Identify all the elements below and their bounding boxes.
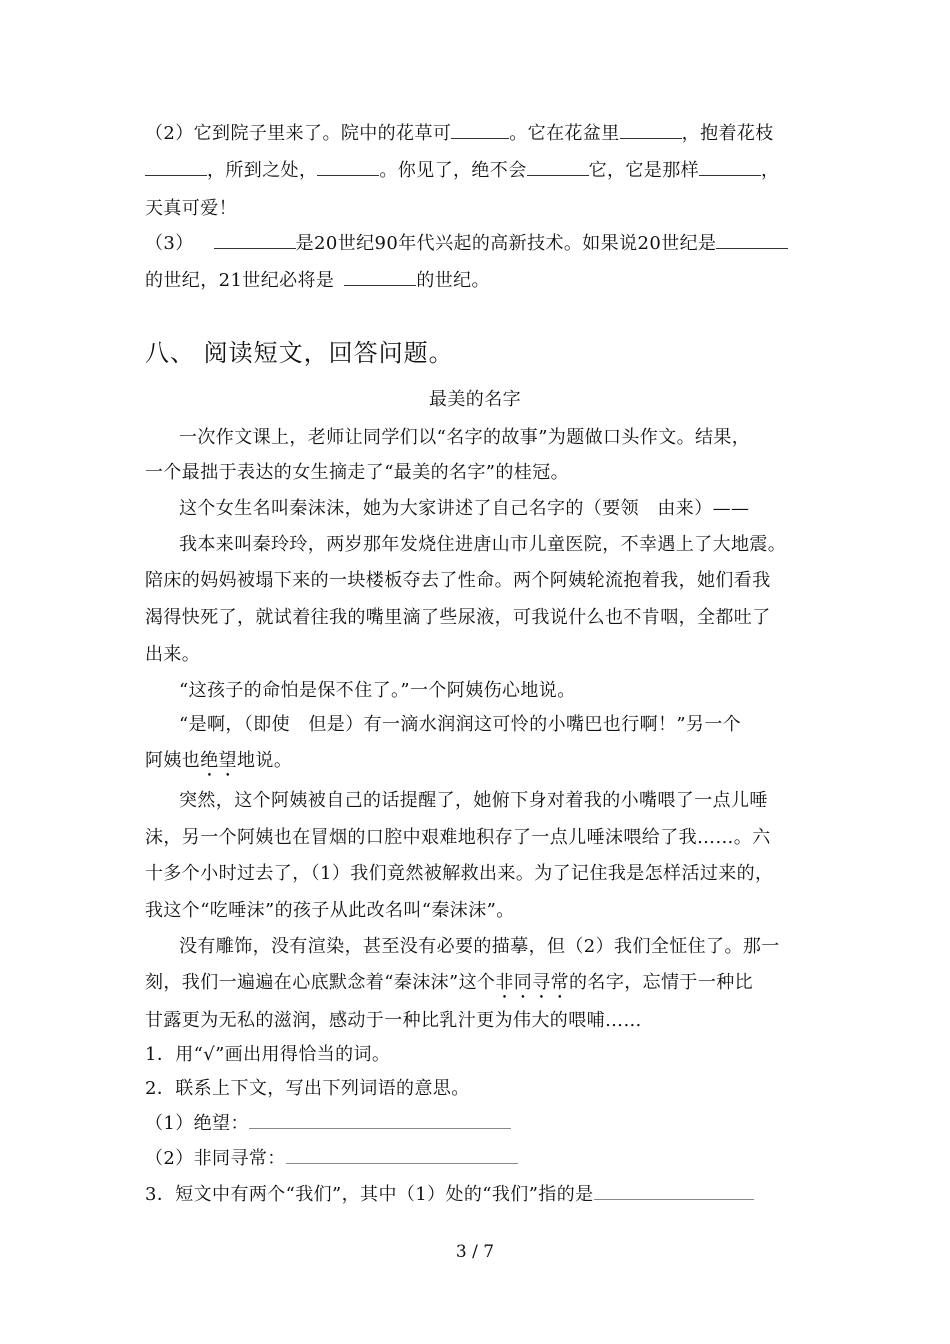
question-1: 1．用“√”画出用得恰当的词。: [145, 1044, 391, 1065]
passage-line: 一次作文课上，老师让同学们以“名字的故事”为题做口头作文。结果，: [179, 427, 751, 448]
fill-q2-line1: （2）它到院子里来了。院中的花草可 。它在花盆里 ，抱着花枝: [145, 123, 774, 144]
fill-q3-line1: （3） 是20世纪90年代兴起的高新技术。如果说20世纪是: [145, 232, 788, 256]
fill-q2-line2: ，所到之处， 。你见了，绝不会 它，它是那样 ，: [145, 159, 779, 183]
answer-blank[interactable]: [716, 232, 788, 249]
passage-line: 渴得快死了，就试着往我的嘴里滴了些尿液，可我说什么也不肯咽，全都吐了: [145, 607, 771, 628]
passage-line: 阿姨也绝望地说。: [145, 750, 293, 771]
passage-line: 我本来叫秦玲玲，两岁那年发烧住进唐山市儿童医院，不幸遇上了大地震。: [179, 534, 787, 555]
passage-line: 没有雕饰，没有渲染，甚至没有必要的描摹，但（2）我们全怔住了。那一: [179, 936, 780, 957]
passage-line: 十多个小时过去了，（1）我们竟然被解救出来。为了记住我是怎样活过来的，: [145, 863, 774, 884]
dotted-word: 绝望: [200, 750, 238, 771]
fill-q3-line2: 的世纪，21世纪必将是 的世纪。: [145, 270, 490, 291]
answer-blank[interactable]: [317, 159, 379, 176]
passage-line: 突然，这个阿姨被自己的话提醒了，她俯下身对着我的小嘴喂了一点儿唾: [179, 790, 768, 811]
passage-line: 陪床的妈妈被塌下来的一块楼板夺去了性命。两个阿姨轮流抱着我，她们看我: [145, 570, 771, 591]
answer-blank[interactable]: [620, 122, 682, 139]
section-heading: 八、 阅读短文，回答问题。: [145, 339, 454, 367]
passage-line: 刻，我们一遍遍在心底默念着“秦沫沫”这个非同寻常的名字，忘情于一种比: [145, 972, 754, 993]
passage-line: “这孩子的命怕是保不住了。”一个阿姨伤心地说。: [179, 680, 576, 701]
question-2-2: （2）非同寻常：: [145, 1147, 518, 1171]
passage-line: 这个女生名叫秦沫沫，她为大家讲述了自己名字的（要领 由来）——: [179, 498, 750, 519]
answer-blank[interactable]: [214, 232, 296, 249]
answer-blank[interactable]: [344, 269, 416, 286]
passage-line: 出来。: [145, 644, 201, 665]
answer-blank[interactable]: [451, 122, 509, 139]
answer-line[interactable]: [249, 1114, 511, 1129]
passage-line: 甘露更为无私的滋润，感动于一种比乳汁更为伟大的喂哺……: [145, 1010, 642, 1031]
question-2-1: （1）绝望：: [145, 1112, 511, 1136]
answer-line[interactable]: [594, 1185, 754, 1200]
question-3: 3．短文中有两个“我们”，其中（1）处的“我们”指的是: [145, 1183, 754, 1207]
answer-blank[interactable]: [145, 159, 207, 176]
passage-line: 沫，另一个阿姨也在冒烟的口腔中艰难地积存了一点儿唾沫喂给了我……。六: [145, 827, 771, 848]
question-2: 2．联系上下文，写出下列词语的意思。: [145, 1078, 470, 1099]
passage-line: 一个最拙于表达的女生摘走了“最美的名字”的桂冠。: [145, 462, 570, 483]
answer-blank[interactable]: [699, 159, 761, 176]
page-number: 3 / 7: [455, 1242, 495, 1262]
passage-title: 最美的名字: [429, 389, 521, 410]
fill-q2-line3: 天真可爱！: [145, 198, 237, 219]
dotted-word: 非同寻常: [495, 972, 570, 993]
answer-blank[interactable]: [527, 159, 589, 176]
passage-line: 我这个“吃唾沫”的孩子从此改名叫“秦沫沫”。: [145, 900, 515, 921]
passage-line: “是啊，（即使 但是）有一滴水润润这可怜的小嘴巴也行啊！”另一个: [179, 714, 742, 735]
answer-line[interactable]: [286, 1149, 518, 1164]
